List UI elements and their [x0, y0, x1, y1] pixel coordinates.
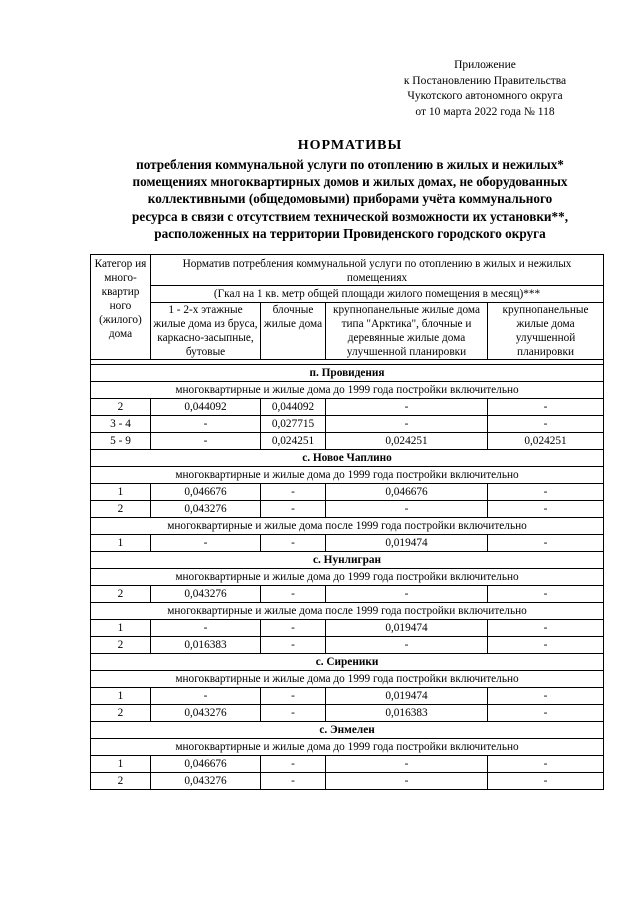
- value-cell: -: [261, 484, 326, 501]
- value-cell: 0,019474: [326, 620, 488, 637]
- subtitle-line: помещениях многоквартирных домов и жилых домах, не оборудованных: [132, 174, 568, 190]
- value-cell: -: [151, 535, 261, 552]
- value-cell: -: [261, 586, 326, 603]
- value-cell: -: [261, 756, 326, 773]
- settlement-row: [91, 654, 604, 671]
- group-label: многоквартирные и жилые дома после 1999 года постройки включительно: [91, 603, 604, 620]
- value-cell: -: [261, 688, 326, 705]
- value-cell: 0,024251: [261, 433, 326, 450]
- table-body: [91, 365, 604, 790]
- value-cell: 0,024251: [326, 433, 488, 450]
- value-cell: -: [488, 399, 604, 416]
- value-cell: 0,043276: [151, 773, 261, 790]
- value-cell: -: [261, 501, 326, 518]
- category-cell: 2: [91, 399, 151, 416]
- value-cell: -: [326, 399, 488, 416]
- value-cell: 0,043276: [151, 501, 261, 518]
- settlement-name: с. Новое Чаплино: [91, 450, 604, 467]
- settlement-name: п. Провидения: [91, 365, 604, 382]
- subtitle-line: потребления коммунальной услуги по отоплению в жилых и нежилых*: [136, 157, 564, 172]
- value-cell: -: [261, 620, 326, 637]
- document-title: НОРМАТИВЫ: [297, 138, 403, 153]
- group-label: многоквартирные и жилые дома до 1999 года постройки включительно: [91, 671, 604, 688]
- value-cell: 0,046676: [151, 756, 261, 773]
- group-row: [91, 603, 604, 620]
- category-cell: 1: [91, 756, 151, 773]
- value-cell: 0,024251: [488, 433, 604, 450]
- category-header: Категор ия много- квартир ного (жилого) дома: [91, 255, 151, 360]
- value-cell: 0,027715: [261, 416, 326, 433]
- table-row: [91, 637, 604, 654]
- value-cell: 0,046676: [326, 484, 488, 501]
- settlement-name: с. Нунлигран: [91, 552, 604, 569]
- value-cell: -: [261, 637, 326, 654]
- table-row: [91, 433, 604, 450]
- norms-table: [90, 254, 604, 790]
- group-label: многоквартирные и жилые дома после 1999 года постройки включительно: [91, 518, 604, 535]
- norm-header: Норматив потребления коммунальной услуги по отоплению в жилых и нежилых помещениях: [151, 255, 604, 286]
- category-cell: 1: [91, 688, 151, 705]
- appendix-line: от 10 марта 2022 года № 118: [415, 105, 555, 118]
- group-label: многоквартирные и жилые дома до 1999 года постройки включительно: [91, 382, 604, 399]
- table-row: [91, 756, 604, 773]
- value-cell: -: [488, 501, 604, 518]
- table-row: [91, 535, 604, 552]
- table-row: [91, 399, 604, 416]
- category-cell: 2: [91, 586, 151, 603]
- value-cell: -: [488, 416, 604, 433]
- subtitle-line: коллективными (общедомовыми) приборами учёта коммунального: [147, 191, 553, 207]
- table-row: [91, 501, 604, 518]
- value-cell: -: [261, 773, 326, 790]
- value-cell: -: [151, 416, 261, 433]
- group-row: [91, 739, 604, 756]
- table-row: [91, 484, 604, 501]
- category-cell: 2: [91, 637, 151, 654]
- value-cell: 0,019474: [326, 535, 488, 552]
- group-row: [91, 467, 604, 484]
- value-cell: -: [488, 773, 604, 790]
- group-label: многоквартирные и жилые дома до 1999 года постройки включительно: [91, 467, 604, 484]
- appendix-line: Чукотского автономного округа: [407, 90, 563, 102]
- value-cell: -: [488, 620, 604, 637]
- value-cell: -: [488, 535, 604, 552]
- group-row: [91, 382, 604, 399]
- col-header-arctic: крупнопанельные жилые дома типа "Арктика", блочные и деревянные жилые дома улучшенной планировки: [326, 303, 488, 360]
- value-cell: -: [488, 484, 604, 501]
- value-cell: -: [326, 637, 488, 654]
- table-row: [91, 586, 604, 603]
- group-label: многоквартирные и жилые дома до 1999 года постройки включительно: [91, 569, 604, 586]
- value-cell: -: [151, 688, 261, 705]
- table-row: [91, 416, 604, 433]
- group-row: [91, 569, 604, 586]
- value-cell: 0,043276: [151, 586, 261, 603]
- group-row: [91, 518, 604, 535]
- category-cell: 1: [91, 535, 151, 552]
- category-cell: 3 - 4: [91, 416, 151, 433]
- settlement-row: [91, 552, 604, 569]
- appendix-line: Приложение: [454, 59, 516, 71]
- value-cell: 0,043276: [151, 705, 261, 722]
- table-row: [91, 688, 604, 705]
- subtitle-line: ресурса в связи с отсутствием технической возможности их установки**,: [131, 208, 568, 224]
- settlement-row: [91, 365, 604, 382]
- group-label: многоквартирные и жилые дома до 1999 года постройки включительно: [91, 739, 604, 756]
- category-cell: 2: [91, 501, 151, 518]
- appendix-line: к Постановлению Правительства: [403, 74, 567, 87]
- settlement-row: [91, 450, 604, 467]
- value-cell: -: [151, 620, 261, 637]
- value-cell: -: [326, 756, 488, 773]
- value-cell: -: [261, 705, 326, 722]
- settlement-name: с. Сиреники: [91, 654, 604, 671]
- category-cell: 5 - 9: [91, 433, 151, 450]
- value-cell: -: [326, 773, 488, 790]
- value-cell: -: [326, 416, 488, 433]
- value-cell: -: [261, 535, 326, 552]
- value-cell: -: [151, 433, 261, 450]
- value-cell: 0,046676: [151, 484, 261, 501]
- value-cell: -: [326, 501, 488, 518]
- col-header-panel: крупнопанельные жилые дома улучшенной планировки: [488, 303, 604, 360]
- value-cell: -: [488, 756, 604, 773]
- value-cell: 0,044092: [261, 399, 326, 416]
- value-cell: 0,044092: [151, 399, 261, 416]
- value-cell: -: [488, 637, 604, 654]
- table-row: [91, 773, 604, 790]
- category-cell: 1: [91, 484, 151, 501]
- value-cell: 0,016383: [326, 705, 488, 722]
- col-header-block: блочные жилые дома: [261, 303, 326, 360]
- unit-header: (Гкал на 1 кв. метр общей площади жилого помещения в месяц)***: [151, 286, 604, 303]
- value-cell: 0,016383: [151, 637, 261, 654]
- value-cell: -: [326, 586, 488, 603]
- document-subtitle: [88, 156, 612, 242]
- value-cell: -: [488, 688, 604, 705]
- value-cell: 0,019474: [326, 688, 488, 705]
- group-row: [91, 671, 604, 688]
- subtitle-line: расположенных на территории Провиденского городского округа: [154, 225, 546, 241]
- value-cell: -: [488, 586, 604, 603]
- col-header-wooden: 1 - 2-х этажные жилые дома из бруса, каркасно-засыпные, бутовые: [151, 303, 261, 360]
- category-cell: 1: [91, 620, 151, 637]
- category-cell: 2: [91, 773, 151, 790]
- settlement-row: [91, 722, 604, 739]
- settlement-name: с. Энмелен: [91, 722, 604, 739]
- value-cell: -: [488, 705, 604, 722]
- category-cell: 2: [91, 705, 151, 722]
- table-row: [91, 620, 604, 637]
- appendix-block: [380, 58, 590, 120]
- table-row: [91, 705, 604, 722]
